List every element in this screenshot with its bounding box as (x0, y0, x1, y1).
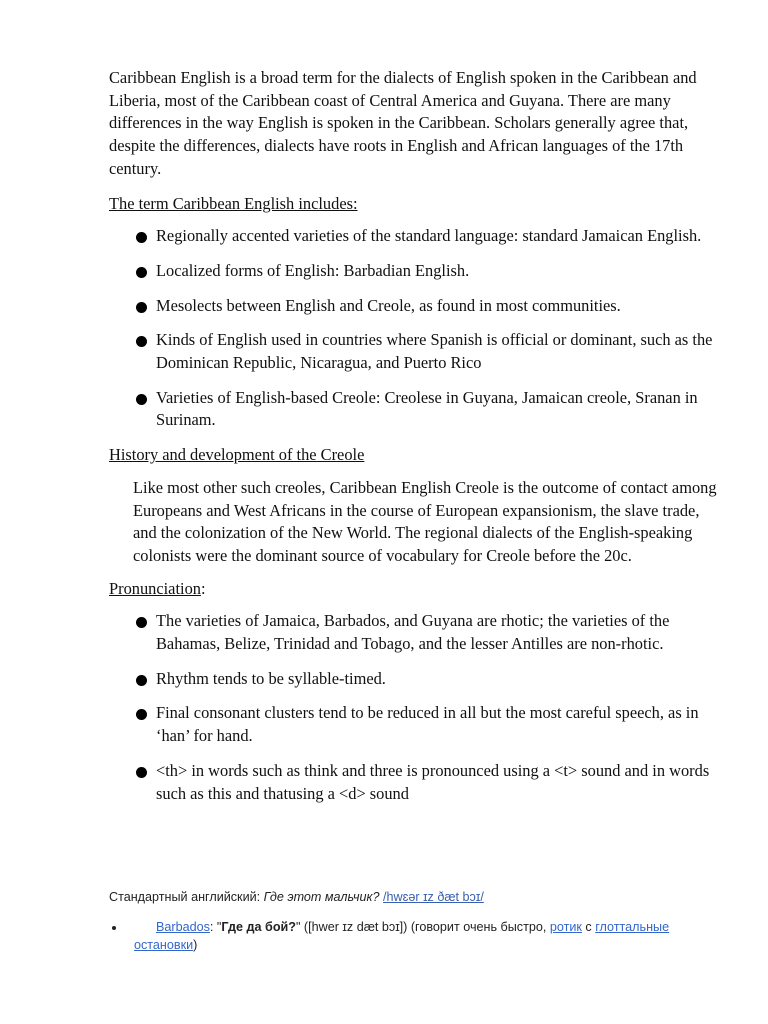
bullet-icon (136, 336, 147, 347)
list-item: The varieties of Jamaica, Barbados, and Guyana are rhotic; the varieties of the Bahamas, Belize, Trinidad and Tobago, and the lesser Antilles are non-rhotic. (109, 610, 717, 655)
bullet-icon (136, 232, 147, 243)
glottal-stops-link[interactable]: глоттальные остановки (134, 920, 670, 952)
rhotic-link[interactable]: ротик (549, 920, 582, 934)
bullet-icon (112, 926, 116, 930)
list-item: Mesolects between English and Creole, as found in most communities. (109, 295, 717, 318)
barbados-item: Barbados: "Где да бой?" ([hwer ɪz dæt bɔɪ]) (говорит очень быстро, ротик с глоттальные остановки) (109, 918, 729, 954)
list-item: Kinds of English used in countries where Spanish is official or dominant, such as the Dominican Republic, Nicaragua, and Puerto Rico (109, 329, 717, 374)
pronunciation-list (109, 610, 717, 805)
bullet-icon (136, 394, 147, 405)
list-item: <th> in words such as think and three is pronounced using a <t> sound and in words such as this and thatusing a <d> sound (109, 760, 717, 805)
barbados-phrase: Где да бой? (221, 920, 296, 934)
list-item: Varieties of English-based Creole: Creolese in Guyana, Jamaican creole, Sranan in Surinam. (109, 387, 717, 432)
term-heading: The term Caribbean English includes: (109, 193, 358, 213)
pronunciation-heading-line: Pronunciation: (109, 578, 206, 598)
list-item: Final consonant clusters tend to be reduced in all but the most careful speech, as in ‘han’ for hand. (109, 702, 717, 747)
bullet-icon (136, 709, 147, 720)
web-excerpt (109, 888, 729, 954)
bullet-icon (136, 267, 147, 278)
bullet-icon (136, 675, 147, 686)
pronunciation-heading: Pronunciation (109, 578, 201, 598)
barbados-link[interactable]: Barbados (156, 920, 210, 934)
history-heading: History and development of the Creole (109, 445, 365, 465)
standard-phrase: Где этот мальчик? (263, 890, 380, 904)
standard-english-line: Стандартный английский: Где этот мальчик? /hwɛər ɪz ðæt bɔɪ/ (109, 890, 484, 904)
bullet-icon (136, 302, 147, 313)
bullet-icon (136, 767, 147, 778)
list-item: Regionally accented varieties of the standard language: standard Jamaican English. (109, 225, 717, 248)
list-item: Rhythm tends to be syllable-timed. (109, 668, 717, 691)
intro-paragraph: Caribbean English is a broad term for the dialects of English spoken in the Caribbean and Liberia, most of the Caribbean coast of Central America and Guyana. There are many differences in the way English is spoken in the Caribbean. Scholars generally agree that, despite the differences, dialects have roots in English and African languages of the 17th century. (109, 68, 697, 178)
document-body (109, 67, 717, 817)
bullet-icon (136, 617, 147, 628)
history-paragraph: Like most other such creoles, Caribbean English Creole is the outcome of contact among Europeans and West Africans in the course of European expansionism, the slave trade, and the colonization of the New World. The regional dialects of the English-speaking colonists were the dominant source of vocabulary for Creole before the 20c. (133, 477, 717, 565)
list-item: Localized forms of English: Barbadian English. (109, 260, 717, 283)
term-list (109, 225, 717, 432)
ipa-link[interactable]: /hwɛər ɪz ðæt bɔɪ/ (383, 890, 484, 904)
